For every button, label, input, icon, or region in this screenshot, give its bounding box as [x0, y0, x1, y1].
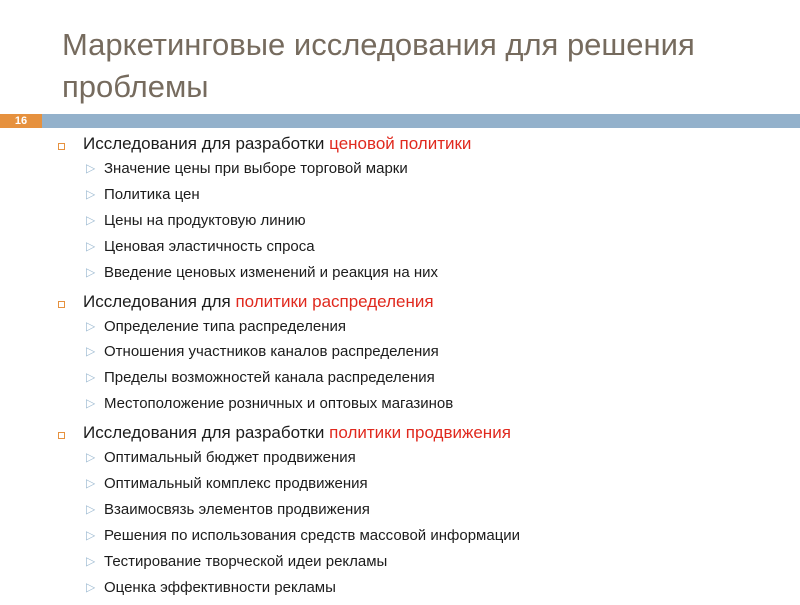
triangle-bullet-icon: ▷ — [86, 264, 96, 279]
divider-bar — [42, 114, 800, 128]
slide-number: 16 — [0, 114, 42, 128]
triangle-bullet-icon: ▷ — [86, 212, 96, 227]
section-heading — [58, 290, 788, 314]
list-item — [58, 208, 788, 234]
triangle-bullet-icon: ▷ — [86, 396, 96, 411]
square-bullet-icon — [58, 143, 65, 150]
list-item — [58, 575, 788, 601]
list-item-text: Оптимальный бюджет продвижения — [104, 449, 356, 467]
title-divider — [0, 114, 800, 130]
heading-highlight: политики продвижения — [329, 423, 511, 443]
triangle-bullet-icon: ▷ — [86, 370, 96, 385]
list-item — [58, 156, 788, 182]
heading-prefix: Исследования для разработки — [83, 423, 330, 443]
triangle-bullet-icon: ▷ — [86, 344, 96, 359]
section-pricing — [58, 132, 788, 286]
list-item-text: Отношения участников каналов распределения — [104, 343, 439, 361]
list-item — [58, 497, 788, 523]
list-item — [58, 523, 788, 549]
list-item-text: Пределы возможностей канала распределения — [104, 369, 435, 387]
list-item-text: Цены на продуктовую линию — [104, 211, 306, 229]
list-item — [58, 549, 788, 575]
square-bullet-icon — [58, 301, 65, 308]
triangle-bullet-icon: ▷ — [86, 450, 96, 465]
list-item-text: Политика цен — [104, 185, 200, 203]
section-promotion — [58, 421, 788, 600]
triangle-bullet-icon: ▷ — [86, 161, 96, 175]
section-heading — [58, 132, 788, 156]
triangle-bullet-icon: ▷ — [86, 318, 96, 333]
list-item-text: Введение ценовых изменений и реакция на них — [104, 263, 438, 281]
heading-prefix: Исследования для — [83, 291, 236, 311]
list-item — [58, 365, 788, 391]
triangle-bullet-icon: ▷ — [86, 553, 96, 568]
triangle-bullet-icon: ▷ — [86, 476, 96, 491]
heading-highlight: ценовой политики — [329, 134, 472, 153]
list-item-text: Тестирование творческой идеи рекламы — [104, 552, 388, 570]
slide-title: Маркетинговые исследования для решения проблемы — [62, 27, 695, 104]
list-item — [58, 314, 788, 340]
list-item-text: Взаимосвязь элементов продвижения — [104, 500, 370, 518]
triangle-bullet-icon: ▷ — [86, 527, 96, 542]
heading-highlight: политики распределения — [235, 291, 434, 311]
square-bullet-icon — [58, 432, 65, 439]
list-item-text: Определение типа распределения — [104, 317, 347, 335]
list-item-text: Решения по использования средств массовой информации — [104, 526, 521, 544]
list-item-text: Значение цены при выборе торговой марки — [104, 160, 408, 177]
triangle-bullet-icon: ▷ — [86, 501, 96, 516]
list-item — [58, 260, 788, 286]
triangle-bullet-icon: ▷ — [86, 238, 96, 253]
list-item — [58, 339, 788, 365]
list-item — [58, 445, 788, 471]
list-item-text: Местоположение розничных и оптовых магазинов — [104, 395, 454, 413]
section-distribution — [58, 290, 788, 418]
list-item-text: Оценка эффективности рекламы — [104, 578, 336, 596]
list-item — [58, 471, 788, 497]
heading-prefix: Исследования для разработки — [83, 134, 330, 153]
list-item — [58, 391, 788, 417]
list-item — [58, 234, 788, 260]
triangle-bullet-icon: ▷ — [86, 579, 96, 594]
bullet-list — [58, 132, 788, 605]
triangle-bullet-icon: ▷ — [86, 186, 96, 201]
list-item-text: Оптимальный комплекс продвижения — [104, 475, 368, 493]
list-item — [58, 182, 788, 208]
list-item-text: Ценовая эластичность спроса — [104, 237, 315, 255]
section-heading — [58, 421, 788, 445]
